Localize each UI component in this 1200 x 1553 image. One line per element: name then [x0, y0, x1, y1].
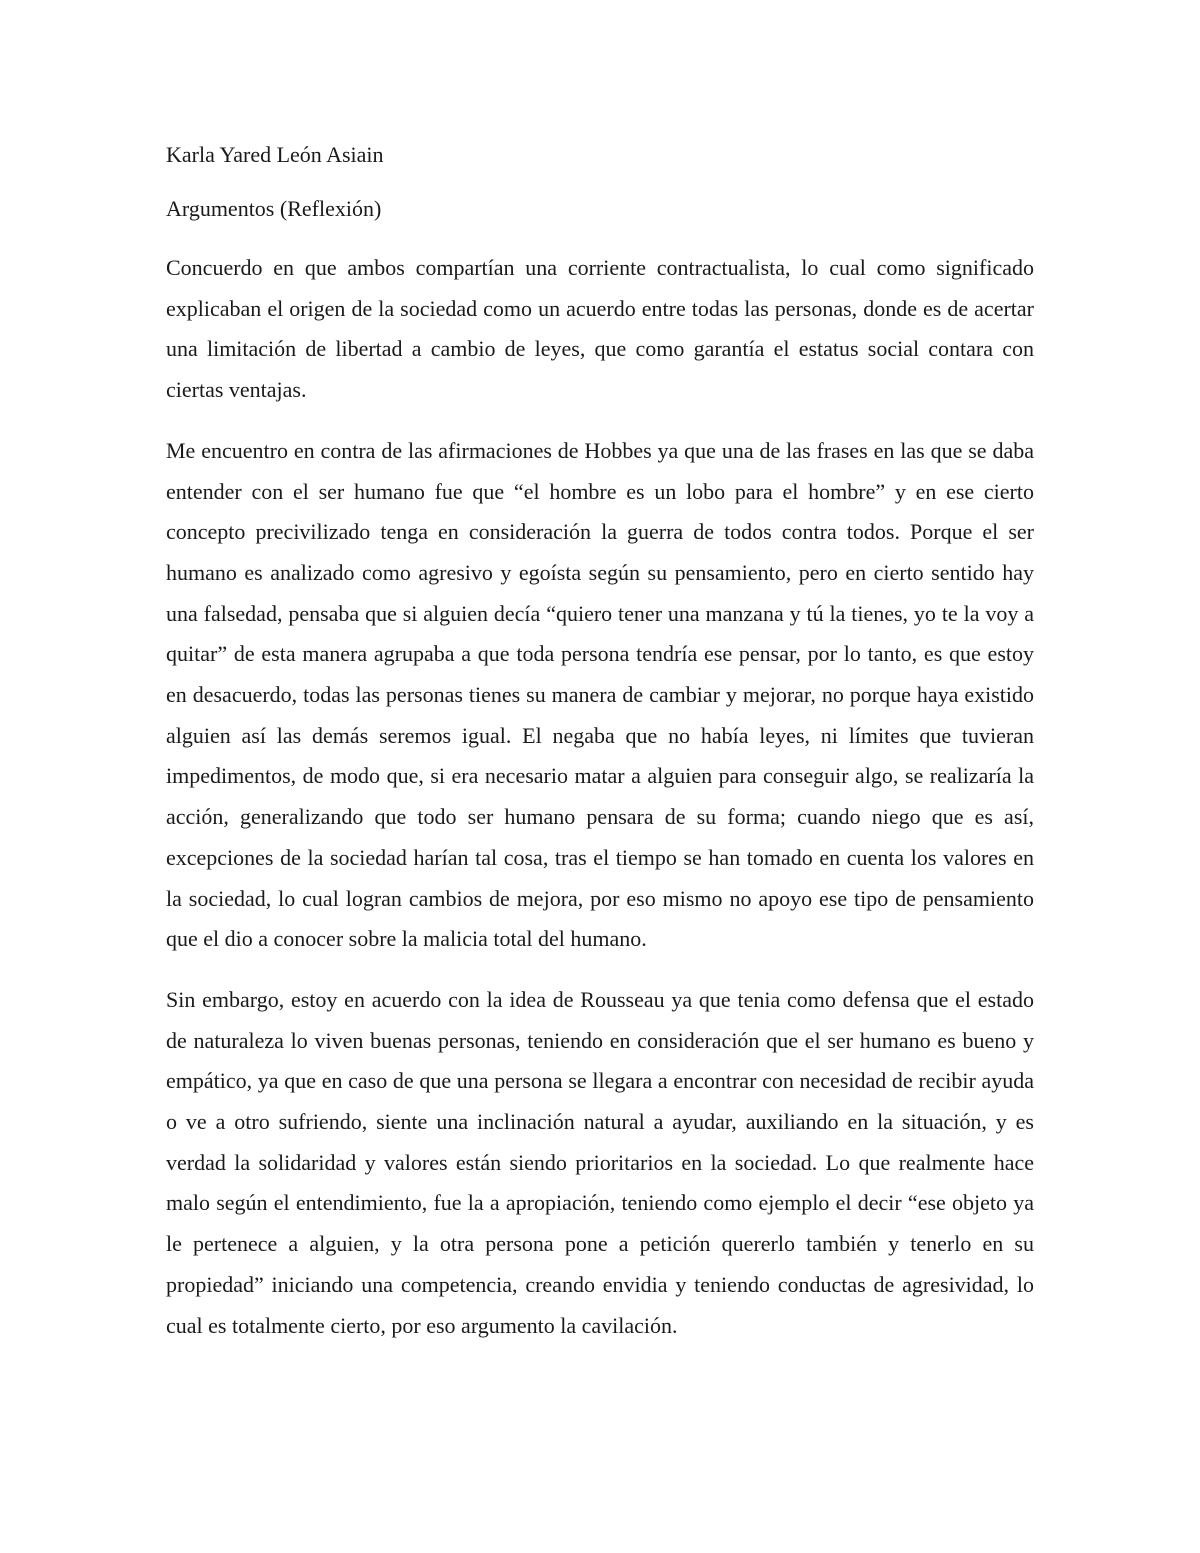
paragraph-hobbes: Me encuentro en contra de las afirmaciones de Hobbes ya que una de las frases en las que se daba entender con el ser humano fue que “el hombre es un lobo para el hombre” y en ese cierto concepto precivilizado tenga en consideración la guerra de todos contra todos. Porque el ser humano es analizado como agresivo y egoísta según su pensamiento, pero en cierto sentido hay una falsedad, pensaba que si alguien decía “quiero tener una manzana y tú la tienes, yo te la voy a quitar” de esta manera agrupaba a que toda persona tendría ese pensar, por lo tanto, es que estoy en desacuerdo, todas las personas tienes su manera de cambiar y mejorar, no porque haya existido alguien así las demás seremos igual. El negaba que no había leyes, ni límites que tuvieran impedimentos, de modo que, si era necesario matar a alguien para conseguir algo, se realizaría la acción, generalizando que todo ser humano pensara de su forma; cuando niego que es así, excepciones de la sociedad harían tal cosa, tras el tiempo se han tomado en cuenta los valores en la sociedad, lo cual logran cambios de mejora, por eso mismo no apoyo ese tipo de pensamiento que el dio a conocer sobre la malicia total del humano.: [166, 437, 1034, 952]
document-page: [166, 140, 1034, 1366]
paragraph-contractualism: Concuerdo en que ambos compartían una corriente contractualista, lo cual como significado explicaban el origen de la sociedad como un acuerdo entre todas las personas, donde es de acertar una limitación de libertad a cambio de leyes, que como garantía el estatus social contara con ciertas ventajas.: [166, 255, 1034, 403]
paragraph-rousseau: Sin embargo, estoy en acuerdo con la idea de Rousseau ya que tenia como defensa que el estado de naturaleza lo viven buenas personas, teniendo en consideración que el ser humano es bueno y empático, ya que en caso de que una persona se llegara a encontrar con necesidad de recibir ayuda o ve a otro sufriendo, siente una inclinación natural a ayudar, auxiliando en la situación, y es verdad la solidaridad y valores están siendo prioritarios en la sociedad. Lo que realmente hace malo según el entendimiento, fue la a apropiación, teniendo como ejemplo el decir “ese objeto ya le pertenece a alguien, y la otra persona pone a petición quererlo también y tenerlo en su propiedad” iniciando una competencia, creando envidia y teniendo conductas de agresividad, lo cual es totalmente cierto, por eso argumento la cavilación.: [166, 986, 1034, 1338]
document-title: Argumentos (Reflexión): [166, 196, 382, 221]
author-name: Karla Yared León Asiain: [166, 142, 384, 167]
